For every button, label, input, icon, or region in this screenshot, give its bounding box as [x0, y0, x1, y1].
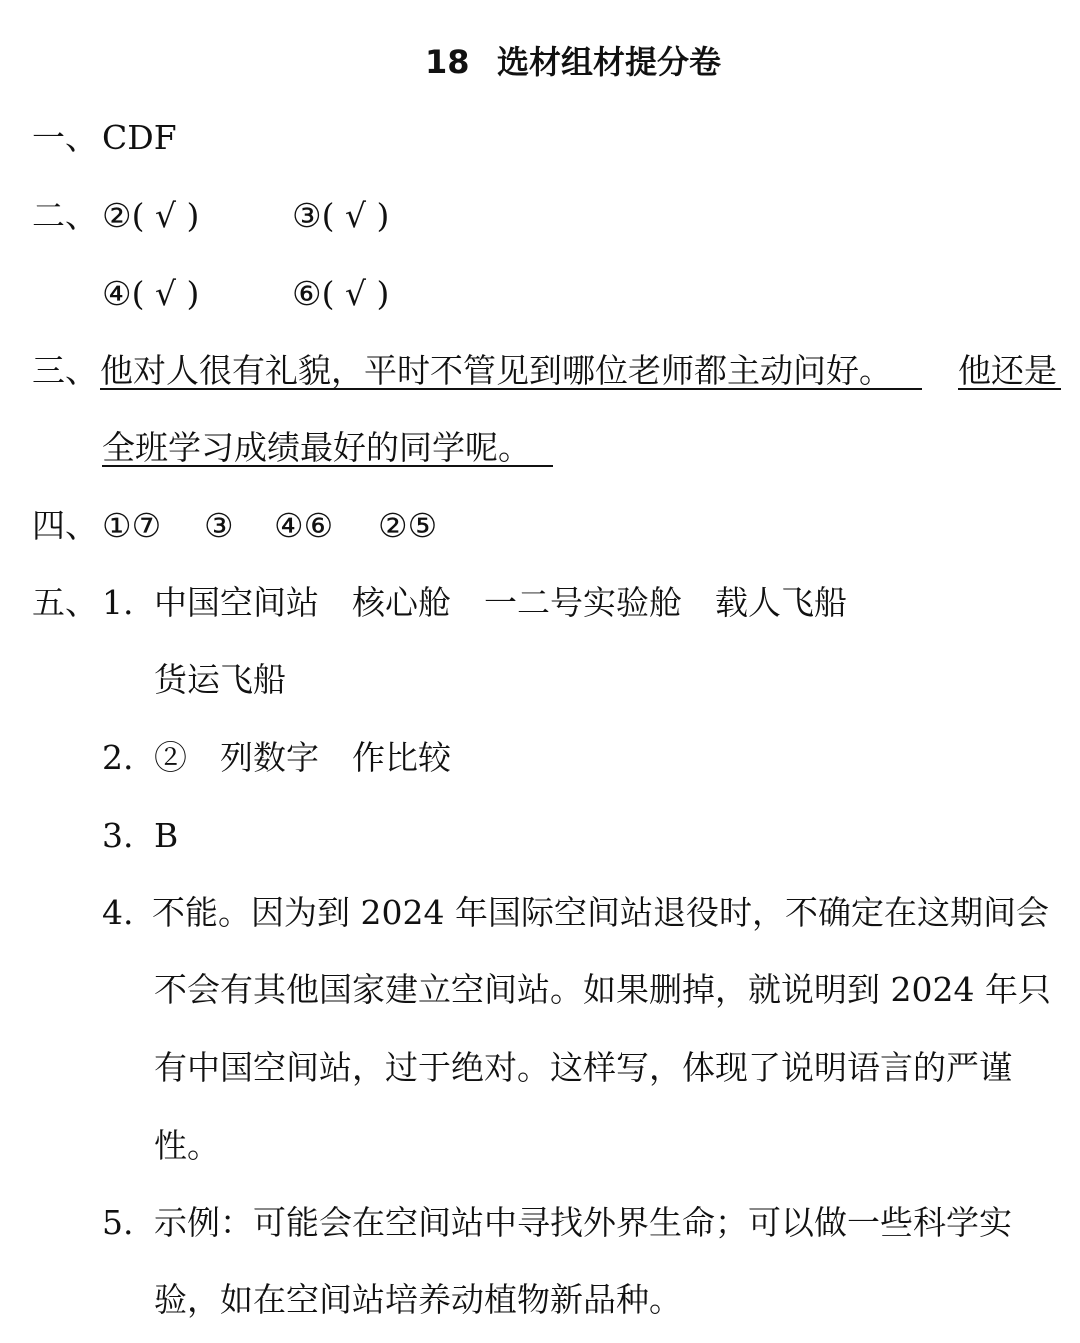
answer-line: 不能。因为到 2024 年国际空间站退役时，不确定在这期间会 — [152, 893, 1049, 932]
section-4-group: ②⑤ — [378, 506, 438, 545]
section-3-sentence-2-start: 他还是 — [958, 351, 1057, 390]
underline — [102, 465, 553, 467]
answer-line: B — [154, 816, 179, 855]
page-title: 选材组材提分卷 — [497, 43, 722, 81]
question-number: 2. — [102, 738, 134, 777]
section-4-group: ④⑥ — [274, 506, 334, 545]
section-2-item: ③( √ ) — [292, 196, 390, 235]
question-number: 1. — [102, 583, 134, 622]
section-4-label: 四、 — [32, 506, 98, 545]
section-3-sentence-1: 他对人很有礼貌，平时不管见到哪位老师都主动问好。 — [100, 351, 892, 390]
section-3-label: 三、 — [32, 351, 98, 390]
answer-line: 性。 — [154, 1126, 220, 1165]
underline — [100, 388, 922, 390]
question-number: 3. — [102, 816, 134, 855]
section-5-label: 五、 — [32, 583, 98, 622]
section-2-item: ②( √ ) — [102, 196, 200, 235]
answer-line: 有中国空间站，过于绝对。这样写，体现了说明语言的严谨 — [154, 1048, 1012, 1087]
underline — [958, 388, 1061, 390]
section-3-sentence-2-end: 全班学习成绩最好的同学呢。 — [102, 428, 531, 467]
answer-line: ② 列数字 作比较 — [154, 738, 451, 777]
section-2-item: ④( √ ) — [102, 274, 200, 313]
title-number: 18 — [425, 43, 470, 81]
section-2-label: 二、 — [32, 196, 98, 235]
question-number: 5. — [102, 1203, 134, 1242]
answer-line: 不会有其他国家建立空间站。如果删掉，就说明到 2024 年只 — [154, 970, 1051, 1009]
question-number: 4. — [102, 893, 134, 932]
section-2-item: ⑥( √ ) — [292, 274, 390, 313]
answer-line: 中国空间站 核心舱 一二号实验舱 载人飞船 — [154, 583, 847, 622]
section-4-group: ③ — [204, 506, 234, 545]
section-4-group: ①⑦ — [102, 506, 162, 545]
section-1-answer: CDF — [102, 118, 177, 157]
answer-line: 示例：可能会在空间站中寻找外界生命；可以做一些科学实 — [154, 1203, 1012, 1242]
answer-line: 货运飞船 — [154, 660, 286, 699]
answer-line: 验，如在空间站培养动植物新品种。 — [154, 1280, 682, 1319]
section-1-label: 一、 — [32, 118, 98, 157]
